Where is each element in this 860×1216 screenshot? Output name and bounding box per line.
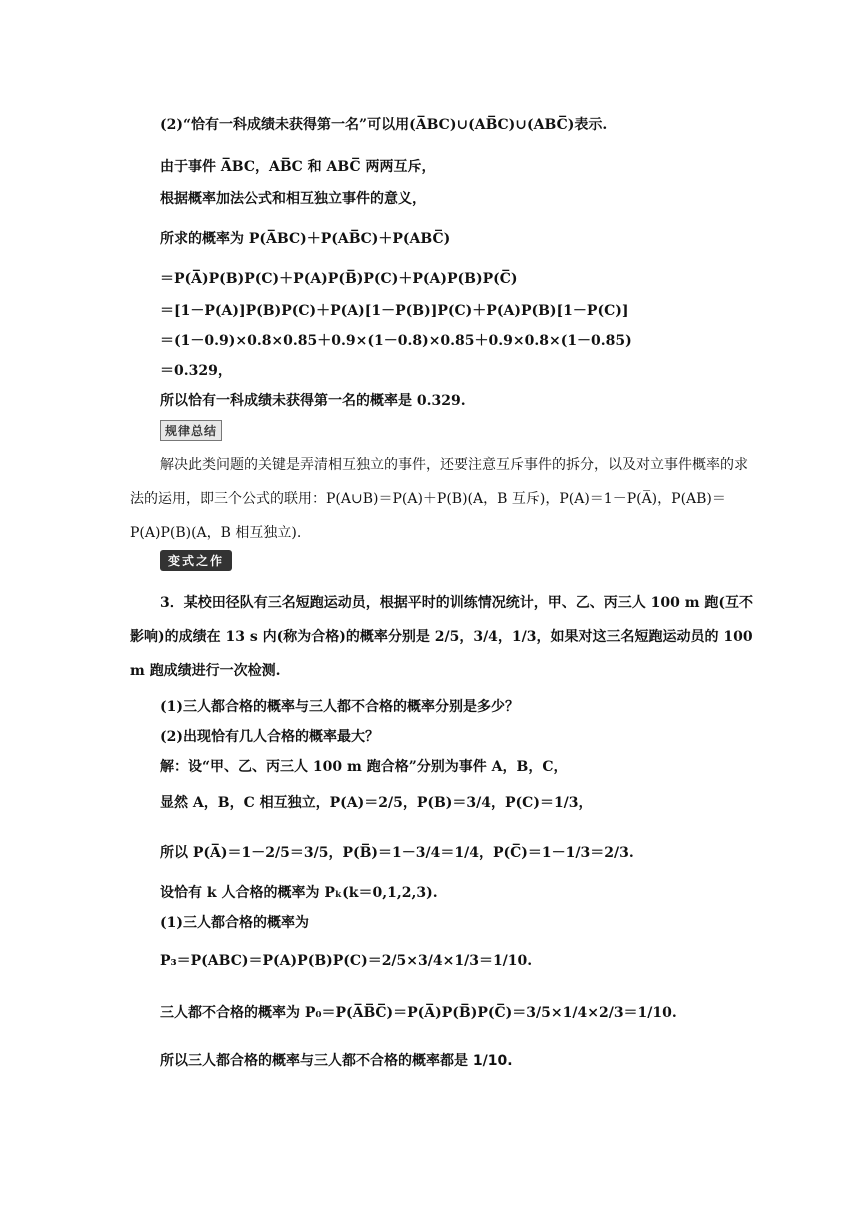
answer-line-8: 所以三人都合格的概率与三人都不合格的概率都是 1/10. bbox=[160, 1053, 513, 1069]
solution-line-6: ＝[1－P(A)]P(B)P(C)＋P(A)[1－P(B)]P(C)＋P(A)P(B)[1－P(C)] bbox=[160, 303, 629, 319]
answer-line-4: 设恰有 k 人合格的概率为 Pₖ(k＝0,1,2,3). bbox=[160, 885, 438, 901]
problem-question-1: (1)三人都合格的概率与三人都不合格的概率分别是多少？ bbox=[160, 699, 519, 715]
solution-line-9: 所以恰有一科成绩未获得第一名的概率是 0.329. bbox=[160, 393, 466, 409]
problem-stem: 3．某校田径队有三名短跑运动员，根据平时的训练情况统计，甲、乙、丙三人 100 m 跑(互不影响)的成绩在 13 s 内(称为合格)的概率分别是 2/5，3/4，1/3，如果对这三名短跑运动员的 100 m 跑成绩进行一次检测. bbox=[130, 595, 754, 679]
solution-line-2: 由于事件 A̅BC，AB̅C 和 ABC̅ 两两互斥， bbox=[160, 159, 436, 175]
solution-line-1: (2)“恰有一科成绩未获得第一名”可以用(A̅BC)∪(AB̅C)∪(ABC̅)表示. bbox=[160, 117, 608, 133]
solution-line-7: ＝(1－0.9)×0.8×0.85＋0.9×(1－0.8)×0.85＋0.9×0.8×(1－0.85) bbox=[160, 333, 632, 349]
solution-line-3: 根据概率加法公式和相互独立事件的意义， bbox=[160, 191, 426, 207]
answer-line-1: 解：设“甲、乙、丙三人 100 m 跑合格”分别为事件 A，B，C， bbox=[160, 759, 568, 775]
summary-paragraph: 解决此类问题的关键是弄清相互独立的事件，还要注意互斥事件的拆分，以及对立事件概率的求法的运用，即三个公式的联用：P(A∪B)＝P(A)＋P(B)(A，B 互斥)，P(A)＝1－P(A̅)，P(AB)＝P(A)P(B)(A，B 相互独立). bbox=[130, 457, 748, 541]
solution-line-8: ＝0.329， bbox=[160, 363, 232, 379]
solution-line-4: 所求的概率为 P(A̅BC)＋P(AB̅C)＋P(ABC̅) bbox=[160, 231, 451, 247]
answer-line-6: P₃＝P(ABC)＝P(A)P(B)P(C)＝2/5×3/4×1/3＝1/10. bbox=[160, 953, 533, 969]
answer-line-7: 三人都不合格的概率为 P₀＝P(A̅B̅C̅)＝P(A̅)P(B̅)P(C̅)＝3/5×1/4×2/3＝1/10. bbox=[160, 1005, 677, 1021]
answer-line-3: 所以 P(A̅)＝1－2/5＝3/5，P(B̅)＝1－3/4＝1/4，P(C̅)＝1－1/3＝2/3. bbox=[160, 845, 634, 861]
solution-line-5: ＝P(A̅)P(B)P(C)＋P(A)P(B̅)P(C)＋P(A)P(B)P(C̅) bbox=[160, 271, 518, 287]
problem-question-2: (2)出现恰有几人合格的概率最大？ bbox=[160, 729, 379, 745]
variant-badge: 变式之作 bbox=[160, 550, 232, 571]
answer-line-2: 显然 A，B，C 相互独立，P(A)＝2/5，P(B)＝3/4，P(C)＝1/3， bbox=[160, 795, 593, 811]
summary-badge: 规律总结 bbox=[160, 420, 222, 441]
answer-line-5: (1)三人都合格的概率为 bbox=[160, 915, 309, 931]
